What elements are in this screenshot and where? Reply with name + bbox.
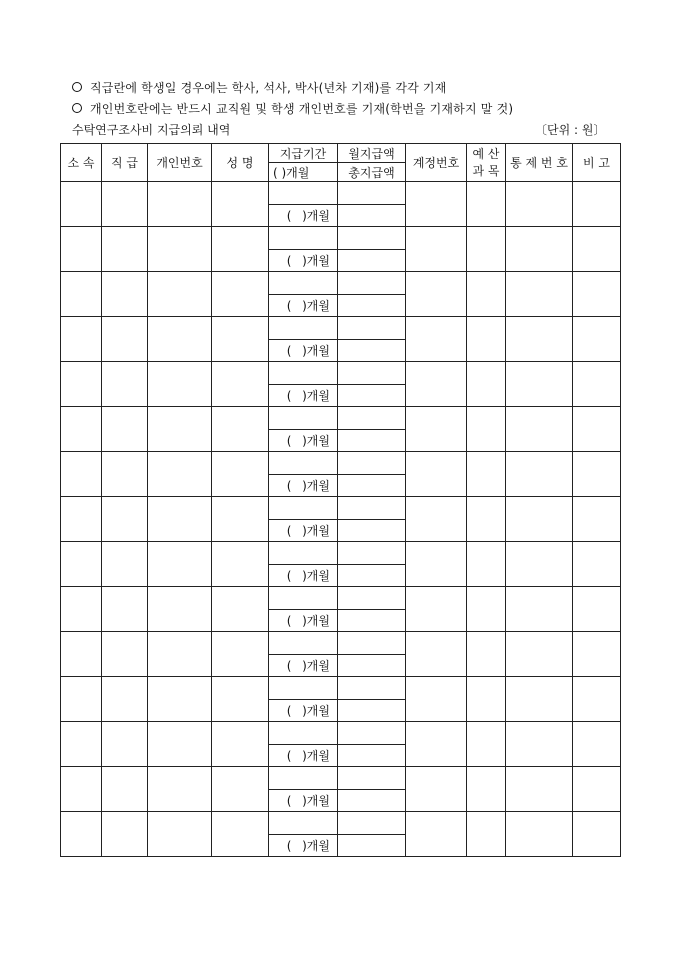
period-months-label: )개월 <box>302 434 330 448</box>
cell-period-count[interactable] <box>269 835 338 857</box>
cell-total-amount[interactable] <box>338 835 406 857</box>
period-months-label: )개월 <box>302 209 330 223</box>
table-body <box>61 182 621 857</box>
cell-control-no[interactable] <box>506 722 573 767</box>
cell-rank[interactable] <box>102 452 148 497</box>
cell-name[interactable] <box>212 272 269 317</box>
table-row <box>61 587 621 610</box>
cell-rank[interactable] <box>102 767 148 812</box>
cell-period-count[interactable] <box>269 205 338 227</box>
cell-account-no[interactable] <box>406 722 467 767</box>
cell-period-count[interactable] <box>269 250 338 272</box>
cell-budget-item[interactable] <box>467 407 506 452</box>
period-months-label: )개월 <box>302 344 330 358</box>
cell-account-no[interactable] <box>406 272 467 317</box>
period-open-paren: ( <box>286 479 292 493</box>
cell-name[interactable] <box>212 452 269 497</box>
form-title: 수탁연구조사비 지급의뢰 내역 <box>72 123 231 137</box>
period-months-label: )개월 <box>302 479 330 493</box>
header-control-no: 통 제 번 호 <box>506 144 573 182</box>
cell-name[interactable] <box>212 317 269 362</box>
cell-account-no[interactable] <box>406 767 467 812</box>
cell-monthly-amount[interactable] <box>338 497 406 520</box>
cell-account-no[interactable] <box>406 632 467 677</box>
cell-total-amount[interactable] <box>338 385 406 407</box>
cell-remarks[interactable] <box>573 407 621 452</box>
cell-name[interactable] <box>212 812 269 857</box>
cell-period-blank[interactable] <box>269 227 338 250</box>
cell-monthly-amount[interactable] <box>338 272 406 295</box>
cell-account-no[interactable] <box>406 182 467 227</box>
period-months-label: )개월 <box>302 794 330 808</box>
table-row <box>61 182 621 205</box>
cell-rank[interactable] <box>102 182 148 227</box>
cell-monthly-amount[interactable] <box>338 227 406 250</box>
cell-rank[interactable] <box>102 632 148 677</box>
cell-budget-item[interactable] <box>467 182 506 227</box>
cell-control-no[interactable] <box>506 812 573 857</box>
cell-control-no[interactable] <box>506 677 573 722</box>
cell-personal-no[interactable] <box>148 407 212 452</box>
cell-monthly-amount[interactable] <box>338 452 406 475</box>
period-months-label: )개월 <box>302 299 330 313</box>
cell-personal-no[interactable] <box>148 317 212 362</box>
cell-budget-item[interactable] <box>467 632 506 677</box>
cell-control-no[interactable] <box>506 587 573 632</box>
cell-total-amount[interactable] <box>338 295 406 317</box>
period-months-label: )개월 <box>302 254 330 268</box>
cell-account-no[interactable] <box>406 452 467 497</box>
cell-rank[interactable] <box>102 677 148 722</box>
cell-account-no[interactable] <box>406 812 467 857</box>
cell-period-blank[interactable] <box>269 677 338 700</box>
cell-name[interactable] <box>212 497 269 542</box>
cell-remarks[interactable] <box>573 812 621 857</box>
cell-budget-item[interactable] <box>467 677 506 722</box>
cell-remarks[interactable] <box>573 632 621 677</box>
cell-department[interactable] <box>61 767 102 812</box>
cell-personal-no[interactable] <box>148 722 212 767</box>
period-months-label: )개월 <box>302 839 330 853</box>
cell-monthly-amount[interactable] <box>338 317 406 340</box>
cell-name[interactable] <box>212 587 269 632</box>
header-name: 성 명 <box>212 144 269 182</box>
cell-total-amount[interactable] <box>338 250 406 272</box>
table-row <box>61 767 621 790</box>
cell-department[interactable] <box>61 317 102 362</box>
cell-total-amount[interactable] <box>338 340 406 362</box>
cell-control-no[interactable] <box>506 182 573 227</box>
header-rank: 직 급 <box>102 144 148 182</box>
cell-monthly-amount[interactable] <box>338 407 406 430</box>
cell-control-no[interactable] <box>506 272 573 317</box>
period-open-paren: ( <box>286 524 292 538</box>
cell-personal-no[interactable] <box>148 767 212 812</box>
cell-period-blank[interactable] <box>269 767 338 790</box>
cell-budget-item[interactable] <box>467 452 506 497</box>
circle-bullet-icon <box>72 82 82 92</box>
cell-personal-no[interactable] <box>148 542 212 587</box>
circle-bullet-icon <box>72 103 82 113</box>
table-row <box>61 317 621 340</box>
cell-monthly-amount[interactable] <box>338 767 406 790</box>
table-row <box>61 227 621 250</box>
cell-personal-no[interactable] <box>148 182 212 227</box>
cell-rank[interactable] <box>102 587 148 632</box>
cell-monthly-amount[interactable] <box>338 677 406 700</box>
cell-remarks[interactable] <box>573 452 621 497</box>
cell-budget-item[interactable] <box>467 722 506 767</box>
cell-budget-item[interactable] <box>467 587 506 632</box>
cell-rank[interactable] <box>102 497 148 542</box>
period-open-paren: ( <box>286 659 292 673</box>
cell-account-no[interactable] <box>406 227 467 272</box>
cell-department[interactable] <box>61 407 102 452</box>
cell-remarks[interactable] <box>573 497 621 542</box>
header-department: 소 속 <box>61 144 102 182</box>
cell-rank[interactable] <box>102 407 148 452</box>
period-open-paren: ( <box>286 614 292 628</box>
period-months-label: )개월 <box>302 749 330 763</box>
cell-total-amount[interactable] <box>338 745 406 767</box>
cell-monthly-amount[interactable] <box>338 812 406 835</box>
cell-total-amount[interactable] <box>338 520 406 542</box>
cell-department[interactable] <box>61 542 102 587</box>
cell-period-count[interactable] <box>269 790 338 812</box>
header-row <box>61 144 621 163</box>
cell-period-count[interactable] <box>269 385 338 407</box>
cell-period-count[interactable] <box>269 745 338 767</box>
cell-department[interactable] <box>61 812 102 857</box>
table-row <box>61 272 621 295</box>
cell-remarks[interactable] <box>573 227 621 272</box>
period-open-paren: ( <box>286 344 292 358</box>
cell-personal-no[interactable] <box>148 587 212 632</box>
cell-account-no[interactable] <box>406 362 467 407</box>
cell-period-count[interactable] <box>269 565 338 587</box>
unit-label: 〔단위 : 원〕 <box>535 123 606 137</box>
cell-personal-no[interactable] <box>148 812 212 857</box>
cell-personal-no[interactable] <box>148 452 212 497</box>
cell-rank[interactable] <box>102 272 148 317</box>
period-open-paren: ( <box>286 434 292 448</box>
cell-period-blank[interactable] <box>269 542 338 565</box>
cell-budget-item[interactable] <box>467 272 506 317</box>
cell-monthly-amount[interactable] <box>338 542 406 565</box>
cell-period-blank[interactable] <box>269 362 338 385</box>
cell-budget-item[interactable] <box>467 317 506 362</box>
cell-account-no[interactable] <box>406 677 467 722</box>
cell-period-blank[interactable] <box>269 722 338 745</box>
table-row <box>61 812 621 835</box>
cell-control-no[interactable] <box>506 227 573 272</box>
cell-period-blank[interactable] <box>269 452 338 475</box>
cell-name[interactable] <box>212 407 269 452</box>
cell-name[interactable] <box>212 362 269 407</box>
cell-remarks[interactable] <box>573 587 621 632</box>
cell-period-count[interactable] <box>269 655 338 677</box>
header-period-count: ( )개월 <box>269 163 338 182</box>
period-open-paren: ( <box>286 254 292 268</box>
period-open-paren: ( <box>286 794 292 808</box>
cell-budget-item[interactable] <box>467 227 506 272</box>
period-open-paren: ( <box>286 749 292 763</box>
note-2 <box>72 100 513 117</box>
cell-department[interactable] <box>61 677 102 722</box>
cell-monthly-amount[interactable] <box>338 182 406 205</box>
cell-personal-no[interactable] <box>148 677 212 722</box>
cell-remarks[interactable] <box>573 677 621 722</box>
note-2-text: 개인번호란에는 반드시 교직원 및 학생 개인번호를 기재(학번을 기재하지 말 것) <box>90 102 514 116</box>
cell-rank[interactable] <box>102 227 148 272</box>
cell-account-no[interactable] <box>406 587 467 632</box>
cell-account-no[interactable] <box>406 317 467 362</box>
cell-remarks[interactable] <box>573 182 621 227</box>
period-open-paren: ( <box>286 704 292 718</box>
table-row <box>61 632 621 655</box>
period-open-paren: ( <box>286 209 292 223</box>
cell-total-amount[interactable] <box>338 430 406 452</box>
table-row <box>61 452 621 475</box>
table-row <box>61 677 621 700</box>
cell-name[interactable] <box>212 632 269 677</box>
cell-total-amount[interactable] <box>338 205 406 227</box>
cell-name[interactable] <box>212 227 269 272</box>
header-budget-line-1: 예 산 <box>472 146 500 161</box>
cell-remarks[interactable] <box>573 317 621 362</box>
cell-rank[interactable] <box>102 362 148 407</box>
cell-total-amount[interactable] <box>338 610 406 632</box>
cell-period-count[interactable] <box>269 520 338 542</box>
cell-personal-no[interactable] <box>148 497 212 542</box>
table-row <box>61 407 621 430</box>
cell-period-blank[interactable] <box>269 272 338 295</box>
period-months-label: )개월 <box>302 569 330 583</box>
header-pay-period: 지급기간 <box>269 144 338 163</box>
period-months-label: )개월 <box>302 704 330 718</box>
header-personal-no: 개인번호 <box>148 144 212 182</box>
cell-department[interactable] <box>61 272 102 317</box>
table-row <box>61 497 621 520</box>
cell-period-blank[interactable] <box>269 497 338 520</box>
cell-account-no[interactable] <box>406 542 467 587</box>
cell-personal-no[interactable] <box>148 632 212 677</box>
cell-rank[interactable] <box>102 542 148 587</box>
cell-control-no[interactable] <box>506 407 573 452</box>
cell-name[interactable] <box>212 182 269 227</box>
cell-department[interactable] <box>61 722 102 767</box>
cell-control-no[interactable] <box>506 452 573 497</box>
cell-period-count[interactable] <box>269 475 338 497</box>
cell-account-no[interactable] <box>406 497 467 542</box>
period-open-paren: ( <box>286 299 292 313</box>
period-months-label: )개월 <box>302 389 330 403</box>
cell-total-amount[interactable] <box>338 565 406 587</box>
cell-remarks[interactable] <box>573 542 621 587</box>
cell-total-amount[interactable] <box>338 475 406 497</box>
cell-period-count[interactable] <box>269 295 338 317</box>
period-months-label: )개월 <box>302 614 330 628</box>
cell-monthly-amount[interactable] <box>338 632 406 655</box>
cell-period-count[interactable] <box>269 430 338 452</box>
header-budget-line-2: 과 목 <box>472 163 500 178</box>
cell-total-amount[interactable] <box>338 655 406 677</box>
cell-personal-no[interactable] <box>148 227 212 272</box>
cell-budget-item[interactable] <box>467 497 506 542</box>
period-months-label: )개월 <box>302 659 330 673</box>
cell-remarks[interactable] <box>573 272 621 317</box>
payment-request-table <box>60 143 621 857</box>
cell-period-blank[interactable] <box>269 182 338 205</box>
cell-monthly-amount[interactable] <box>338 722 406 745</box>
cell-monthly-amount[interactable] <box>338 362 406 385</box>
header-remarks: 비 고 <box>573 144 621 182</box>
cell-department[interactable] <box>61 227 102 272</box>
cell-account-no[interactable] <box>406 407 467 452</box>
cell-name[interactable] <box>212 542 269 587</box>
cell-budget-item[interactable] <box>467 542 506 587</box>
cell-personal-no[interactable] <box>148 362 212 407</box>
cell-budget-item[interactable] <box>467 362 506 407</box>
cell-total-amount[interactable] <box>338 700 406 722</box>
cell-rank[interactable] <box>102 722 148 767</box>
cell-name[interactable] <box>212 767 269 812</box>
cell-control-no[interactable] <box>506 497 573 542</box>
cell-period-blank[interactable] <box>269 317 338 340</box>
note-1 <box>72 79 447 96</box>
cell-budget-item[interactable] <box>467 767 506 812</box>
cell-department[interactable] <box>61 182 102 227</box>
cell-period-count[interactable] <box>269 700 338 722</box>
cell-control-no[interactable] <box>506 362 573 407</box>
cell-monthly-amount[interactable] <box>338 587 406 610</box>
period-open-paren: ( <box>286 569 292 583</box>
header-budget-item <box>467 144 506 182</box>
cell-rank[interactable] <box>102 317 148 362</box>
cell-remarks[interactable] <box>573 767 621 812</box>
cell-period-count[interactable] <box>269 340 338 362</box>
cell-control-no[interactable] <box>506 767 573 812</box>
period-open-paren: ( <box>286 839 292 853</box>
cell-control-no[interactable] <box>506 317 573 362</box>
header-account-no: 계정번호 <box>406 144 467 182</box>
header-total-amount: 총지급액 <box>338 163 406 182</box>
cell-department[interactable] <box>61 362 102 407</box>
cell-budget-item[interactable] <box>467 812 506 857</box>
cell-period-blank[interactable] <box>269 407 338 430</box>
cell-period-count[interactable] <box>269 610 338 632</box>
cell-period-blank[interactable] <box>269 632 338 655</box>
cell-name[interactable] <box>212 677 269 722</box>
cell-control-no[interactable] <box>506 542 573 587</box>
period-open-paren: ( <box>286 389 292 403</box>
period-months-label: )개월 <box>302 524 330 538</box>
cell-remarks[interactable] <box>573 362 621 407</box>
cell-control-no[interactable] <box>506 632 573 677</box>
cell-period-blank[interactable] <box>269 587 338 610</box>
cell-department[interactable] <box>61 452 102 497</box>
cell-department[interactable] <box>61 587 102 632</box>
cell-period-blank[interactable] <box>269 812 338 835</box>
cell-department[interactable] <box>61 632 102 677</box>
cell-name[interactable] <box>212 722 269 767</box>
cell-rank[interactable] <box>102 812 148 857</box>
cell-total-amount[interactable] <box>338 790 406 812</box>
table-row <box>61 722 621 745</box>
cell-department[interactable] <box>61 497 102 542</box>
table-row <box>61 362 621 385</box>
table-row <box>61 542 621 565</box>
cell-remarks[interactable] <box>573 722 621 767</box>
header-monthly-amount: 월지급액 <box>338 144 406 163</box>
note-1-text: 직급란에 학생일 경우에는 학사, 석사, 박사(년차 기재)를 각각 기재 <box>90 81 447 95</box>
cell-personal-no[interactable] <box>148 272 212 317</box>
